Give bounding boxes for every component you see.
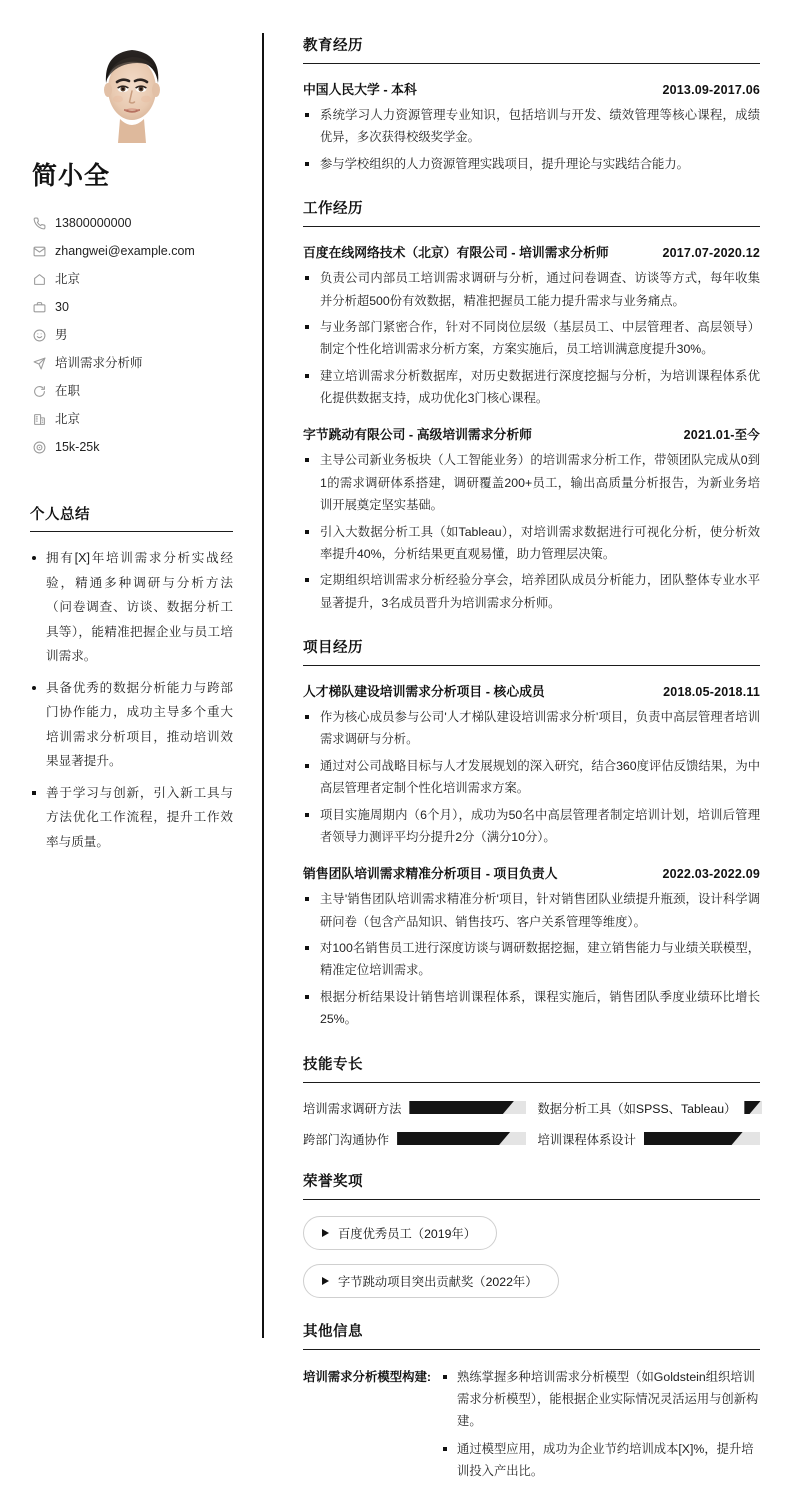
education-heading: 教育经历 (303, 34, 760, 64)
entry-title: 字节跳动有限公司 - 高级培训需求分析师 (303, 424, 532, 443)
contact-value-age: 30 (55, 301, 69, 314)
entry-title: 人才梯队建设培训需求分析项目 - 核心成员 (303, 681, 545, 700)
work-heading: 工作经历 (303, 197, 760, 227)
contact-value-email: zhangwei@example.com (55, 245, 195, 258)
other-info-points (441, 1366, 760, 1487)
entry-points (303, 104, 760, 175)
project-entry (303, 681, 760, 848)
skill-label: 培训需求调研方法 (303, 1099, 401, 1117)
skill-item (538, 1099, 761, 1117)
other-info-point: 熟练掌握多种培训需求分析模型（如Goldstein组织培训需求分析模型），能根据企业实际情况灵活运用与创新构建。 (441, 1366, 760, 1433)
play-triangle-icon (322, 1229, 329, 1237)
contact-value-phone: 13800000000 (55, 217, 131, 230)
entry-date: 2013.09-2017.06 (662, 83, 760, 97)
entry-point: 主导公司新业务板块（人工智能业务）的培训需求分析工作，带领团队完成从0到1的需求调研体系搭建，调研覆盖200+员工，输出高质量分析报告，为新业务培训开展奠定坚实基础。 (303, 449, 760, 516)
entry-point: 作为核心成员参与公司'人才梯队建设培训需求分析'项目，负责中高层管理者培训需求调研与分析。 (303, 706, 760, 751)
paper-plane-icon (32, 356, 46, 370)
skill-bar-fill (397, 1132, 510, 1145)
entry-point: 引入大数据分析工具（如Tableau），对培训需求数据进行可视化分析，使分析效率提升40%，分析结果更直观易懂，助力管理层决策。 (303, 521, 760, 566)
skill-bar-fill (744, 1101, 760, 1114)
contact-value-position: 培训需求分析师 (55, 357, 143, 370)
contact-item-position (32, 349, 233, 377)
contact-item-phone (32, 209, 233, 237)
entry-point: 定期组织培训需求分析经验分享会，培养团队成员分析能力，团队整体专业水平显著提升，3名成员晋升为培训需求分析师。 (303, 569, 760, 614)
entry-point: 通过对公司战略目标与人才发展规划的深入研究，结合360度评估反馈结果，为中高层管理者定制个性化培训需求方案。 (303, 755, 760, 800)
face-icon (32, 328, 46, 342)
phone-icon (32, 216, 46, 230)
contact-value-status: 在职 (55, 385, 80, 398)
entry-title: 百度在线网络技术（北京）有限公司 - 培训需求分析师 (303, 242, 609, 261)
awards-heading: 荣誉奖项 (303, 1170, 760, 1200)
entry-point: 负责公司内部员工培训需求调研与分析，通过问卷调查、访谈等方式，每年收集并分析超500份有效数据，精准把握员工能力提升需求与业务痛点。 (303, 267, 760, 312)
project-entry (303, 863, 760, 1030)
summary-heading: 个人总结 (30, 503, 233, 532)
work-entry (303, 242, 760, 409)
education-entry (303, 79, 760, 175)
contact-value-gender: 男 (55, 329, 68, 342)
refresh-icon (32, 384, 46, 398)
vertical-divider (262, 33, 264, 1338)
summary-bullet: 拥有[X]年培训需求分析实战经验，精通多种调研与分析方法（问卷调查、访谈、数据分析工具等），能精准把握企业与员工培训需求。 (30, 546, 233, 669)
contact-value-location: 北京 (55, 273, 80, 286)
entry-points (303, 449, 760, 614)
section-project-experience (303, 636, 760, 1031)
entry-points (303, 267, 760, 409)
entry-point: 根据分析结果设计销售培训课程体系，课程实施后，销售团队季度业绩环比增长25%。 (303, 986, 760, 1031)
summary-bullet: 善于学习与创新，引入新工具与方法优化工作流程，提升工作效率与质量。 (30, 781, 233, 855)
skills-heading: 技能专长 (303, 1053, 760, 1083)
entry-date: 2017.07-2020.12 (662, 246, 760, 260)
section-other-info (303, 1320, 760, 1487)
entry-point: 与业务部门紧密合作，针对不同岗位层级（基层员工、中层管理者、高层领导）制定个性化培训需求分析方案，方案实施后，员工培训满意度提升30%。 (303, 316, 760, 361)
projects-heading: 项目经历 (303, 636, 760, 666)
skill-bar-fill (644, 1132, 743, 1145)
target-icon (32, 440, 46, 454)
contact-item-city (32, 405, 233, 433)
entry-date: 2018.05-2018.11 (663, 685, 760, 699)
entry-header (303, 863, 760, 882)
entry-point: 项目实施周期内（6个月），成功为50名中高层管理者制定培训计划，培训后管理者领导力测评平均分提升2分（满分10分）。 (303, 804, 760, 849)
entry-point: 建立培训需求分析数据库，对历史数据进行深度挖掘与分析，为培训课程体系优化提供数据支持，成功优化3门核心课程。 (303, 365, 760, 410)
entry-points (303, 706, 760, 848)
skill-label: 数据分析工具（如SPSS、Tableau） (538, 1099, 737, 1117)
contact-item-status (32, 377, 233, 405)
profile-photo (84, 33, 180, 143)
entry-header (303, 681, 760, 700)
envelope-icon (32, 244, 46, 258)
entry-date: 2022.03-2022.09 (662, 867, 760, 881)
entry-points (303, 888, 760, 1030)
play-triangle-icon (322, 1277, 329, 1285)
award-badge[interactable] (303, 1264, 559, 1298)
entry-header (303, 242, 760, 261)
skill-bar-track (397, 1132, 525, 1145)
award-label: 百度优秀员工（2019年） (338, 1224, 476, 1242)
other-info-row (303, 1366, 760, 1487)
contact-value-salary: 15k-25k (55, 441, 99, 454)
entry-header (303, 79, 760, 98)
section-skills (303, 1053, 760, 1148)
candidate-name: 简小全 (32, 161, 233, 191)
briefcase-icon (32, 300, 46, 314)
contact-item-email (32, 237, 233, 265)
entry-point: 系统学习人力资源管理专业知识，包括培训与开发、绩效管理等核心课程，成绩优异，多次获得校级奖学金。 (303, 104, 760, 149)
contact-list (32, 209, 233, 461)
summary-bullet-list (30, 546, 233, 855)
other-info-label: 培训需求分析模型构建: (303, 1366, 431, 1389)
skills-grid (303, 1099, 760, 1148)
section-work-experience (303, 197, 760, 614)
photo-container (30, 33, 233, 143)
other-heading: 其他信息 (303, 1320, 760, 1350)
skill-item (538, 1130, 761, 1148)
skill-bar-track (744, 1101, 762, 1114)
skill-bar-track (644, 1132, 760, 1145)
home-icon (32, 272, 46, 286)
section-education (303, 34, 760, 175)
section-personal-summary (30, 503, 233, 855)
skill-label: 跨部门沟通协作 (303, 1130, 389, 1148)
contact-item-location (32, 265, 233, 293)
contact-item-gender (32, 321, 233, 349)
contact-value-city: 北京 (55, 413, 80, 426)
entry-header (303, 424, 760, 443)
entry-point: 参与学校组织的人力资源管理实践项目，提升理论与实践结合能力。 (303, 153, 760, 175)
contact-item-age (32, 293, 233, 321)
other-info-point: 通过模型应用，成功为企业节约培训成本[X]%，提升培训投入产出比。 (441, 1438, 760, 1483)
skill-item (303, 1099, 526, 1117)
skill-bar-track (409, 1101, 525, 1114)
awards-list (303, 1216, 760, 1298)
summary-bullet: 具备优秀的数据分析能力与跨部门协作能力，成功主导多个重大培训需求分析项目，推动培训效果显著提升。 (30, 676, 233, 774)
skill-bar-fill (409, 1101, 513, 1114)
entry-point: 对100名销售员工进行深度访谈与调研数据挖掘，建立销售能力与业绩关联模型，精准定位培训需求。 (303, 937, 760, 982)
skill-label: 培训课程体系设计 (538, 1130, 636, 1148)
contact-item-salary (32, 433, 233, 461)
entry-title: 销售团队培训需求精准分析项目 - 项目负责人 (303, 863, 558, 882)
award-badge[interactable] (303, 1216, 497, 1250)
entry-point: 主导'销售团队培训需求精准分析'项目，针对销售团队业绩提升瓶颈，设计科学调研问卷（包含产品知识、销售技巧、客户关系管理等维度）。 (303, 888, 760, 933)
entry-title: 中国人民大学 - 本科 (303, 79, 417, 98)
skill-item (303, 1130, 526, 1148)
main-column (263, 0, 794, 1338)
award-label: 字节跳动项目突出贡献奖（2022年） (338, 1272, 538, 1290)
entry-date: 2021.01-至今 (684, 425, 760, 443)
sidebar (0, 0, 263, 1338)
building-icon (32, 412, 46, 426)
section-awards (303, 1170, 760, 1298)
work-entry (303, 424, 760, 614)
